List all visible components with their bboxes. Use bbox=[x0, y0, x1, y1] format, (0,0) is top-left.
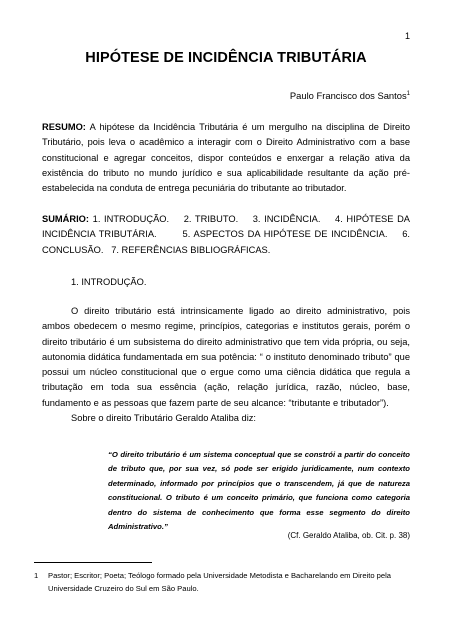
body-text bbox=[42, 304, 410, 426]
abstract-label: RESUMO: bbox=[42, 122, 86, 132]
document-title: HIPÓTESE DE INCIDÊNCIA TRIBUTÁRIA bbox=[85, 50, 367, 66]
page-number: 1 bbox=[404, 31, 410, 41]
summary bbox=[42, 212, 413, 258]
author-name: Paulo Francisco dos Santos bbox=[289, 90, 407, 101]
section-heading: 1. INTRODUÇÃO. bbox=[71, 277, 147, 287]
abstract-text: A hipótese da Incidência Tributária é um mergulho na disciplina de Direito Tributário, pois leva o acadêmico a interagir com o Direito Administrativo com a base constitucional e agregar conceitos, dispor conteúdos e enxergar a relação ativa da existência do tributo no mundo jurídico e sua aplicabilidade resultante da ação pré-estabelecida na conduta de entrega pecuniária do tributante ao tributador. bbox=[42, 122, 410, 194]
summary-text: 1. INTRODUÇÃO. 2. TRIBUTO. 3. INCIDÊNCIA. 4. HIPÓTESE DA INCIDÊNCIA TRIBUTÁRIA. 5. ASPECTOS DA HIPÓTESE DE INCIDÊNCIA. 6. CONCLUSÃO. 7. REFERÊNCIAS BIBLIOGRÁFICAS. bbox=[42, 214, 413, 255]
quote-citation: (Cf. Geraldo Ataliba, ob. Cit. p. 38) bbox=[287, 531, 410, 540]
footnote bbox=[34, 569, 410, 596]
footnote-separator bbox=[34, 562, 152, 563]
intro-paragraph: O direito tributário está intrinsicamente ligado ao direito administrativo, pois ambos obedecem o mesmo regime, princípios, categorias e institutos gerais, porém o direito tributário é um subsistema do direito administrativo que tem vida própria, ou seja, autonomia didática fundamentada em sua potência: “ o instituto denominado tributo” que possui um núcleo constitucional que o ergue como uma ciência didática que regula a tributação em toda sua essência (ação, relação jurídica, razão, núcleo, base, fundamento e as pessoas que fazem parte de seu alcance: “tributante e tributador”). bbox=[42, 306, 410, 408]
block-quote: “O direito tributário é um sistema conceptual que se constrói a partir do conceito de tributo que, por sua vez, só pode ser erigido juridicamente, num contexto determinado, informado por princípios que o transcendem, já que de natureza constitucional. O tributo é um conceito primário, que funciona como categoria dentro do sistema de conhecimento que forma esse segmento do direito Administrativo.” bbox=[108, 450, 410, 532]
author-footnote-ref: 1 bbox=[406, 90, 410, 97]
author-line bbox=[290, 90, 410, 101]
footnote-line-2: Universidade Cruzeiro do Sul em São Paulo. bbox=[48, 584, 199, 594]
footnote-number: 1 bbox=[34, 571, 39, 580]
footnote-line-1: Pastor; Escritor; Poeta; Teólogo formado pela Universidade Metodista e Bacharelando em Direito pela bbox=[48, 571, 392, 580]
quote-intro: Sobre o direito Tributário Geraldo Ataliba diz: bbox=[71, 413, 257, 424]
abstract bbox=[42, 120, 410, 196]
summary-label: SUMÁRIO: bbox=[42, 214, 89, 224]
